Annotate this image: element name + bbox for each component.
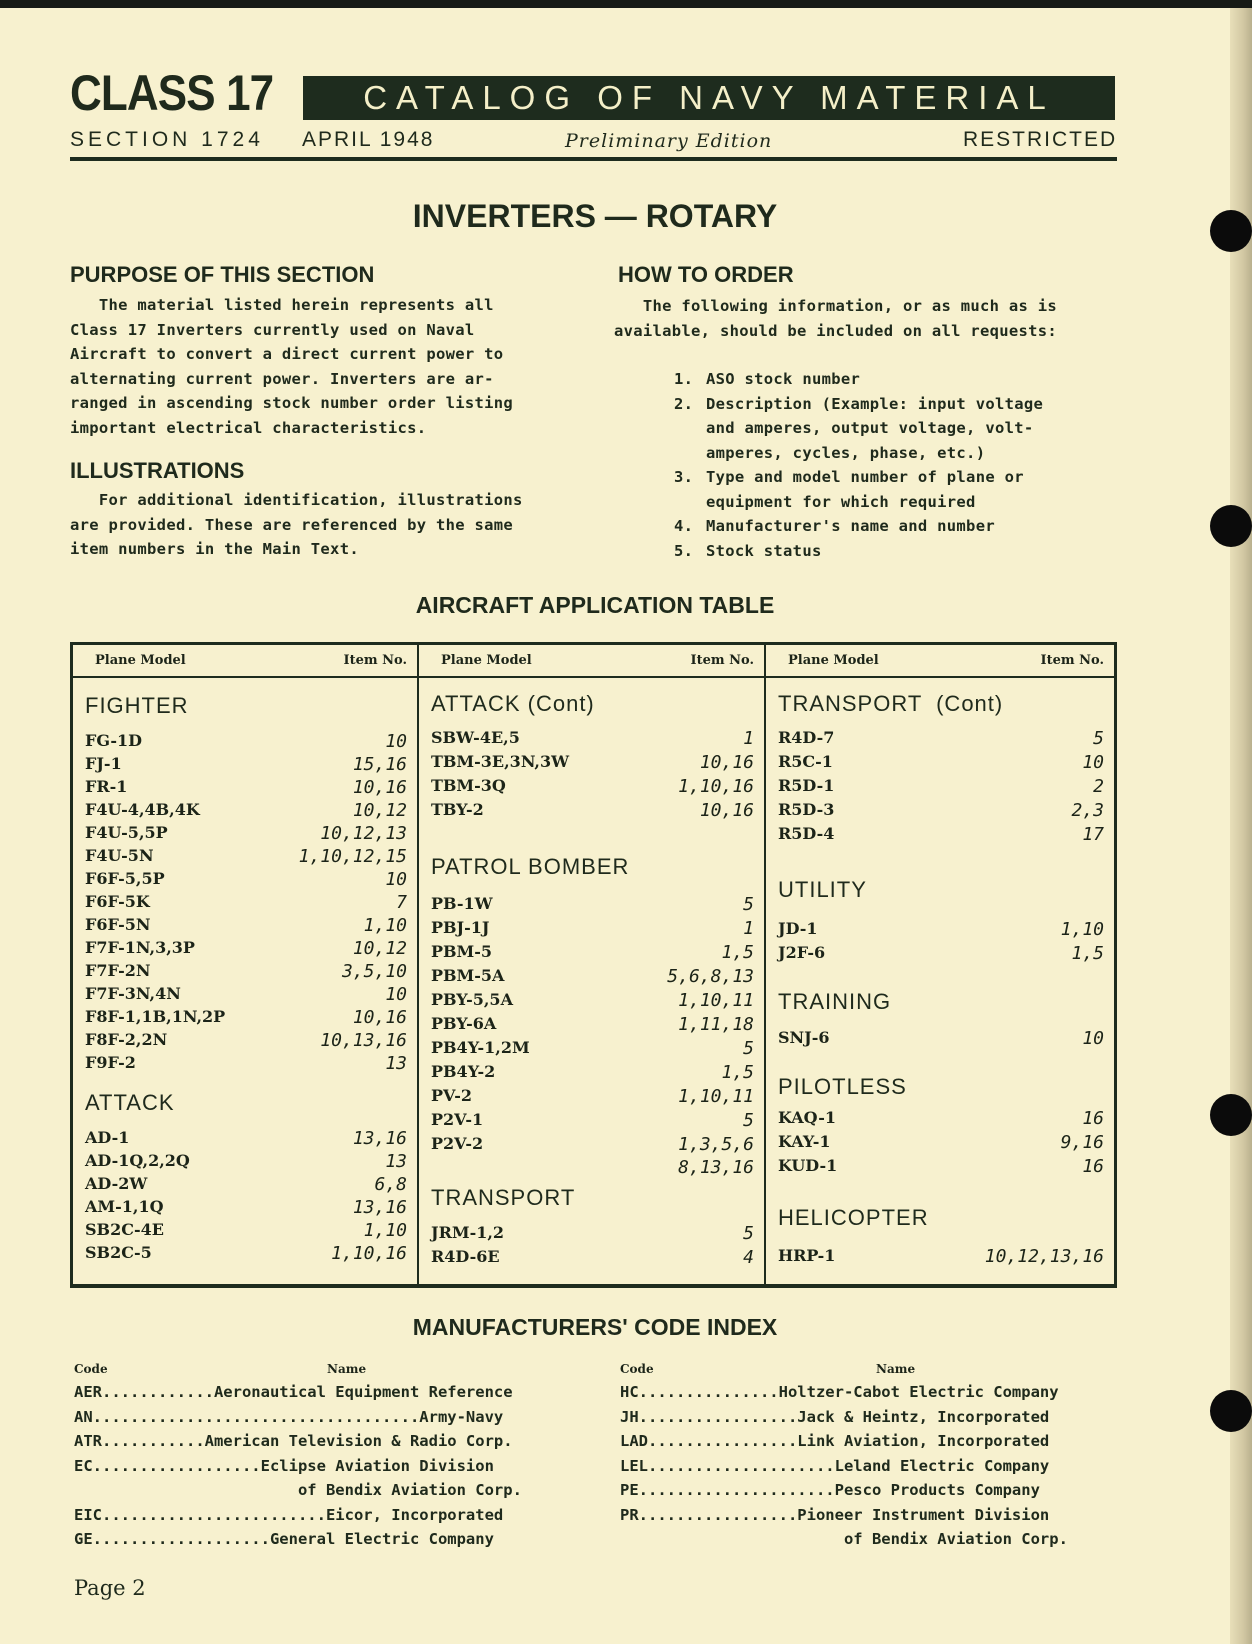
purpose-text: [70, 293, 570, 440]
plane-model: FJ-1: [85, 754, 122, 773]
item-numbers: 1: [743, 918, 754, 939]
order-item: [674, 465, 1118, 514]
plane-model: KAY-1: [778, 1132, 831, 1151]
plane-model: F4U-4,4B,4K: [85, 800, 200, 819]
item-numbers: 5: [743, 1038, 754, 1059]
table-row: [431, 918, 754, 942]
plane-model: R4D-6E: [431, 1247, 500, 1266]
publication-date: APRIL 1948: [302, 128, 435, 151]
plane-model: JD-1: [778, 919, 818, 938]
item-numbers: 1,11,18: [678, 1014, 754, 1035]
order-item-number: 5.: [674, 541, 694, 560]
code-entry: LAD................Link Aviation, Incorporated: [620, 1432, 1050, 1450]
table-row: [431, 1062, 754, 1086]
plane-model: PBM-5: [431, 942, 493, 961]
item-numbers: 1,3,5,6: [678, 1134, 754, 1155]
code-entry: AN...................................Army-Navy: [74, 1407, 504, 1426]
table-row: [85, 984, 407, 1008]
item-numbers: 15,16: [352, 754, 407, 775]
plane-model: F8F-2,2N: [85, 1030, 168, 1049]
item-numbers: 10,16: [352, 1007, 407, 1028]
aircraft-application-table: [70, 642, 1117, 1288]
page-title: INVERTERS — ROTARY: [412, 198, 778, 234]
category-heading: TRAINING: [778, 989, 892, 1014]
code-index-header: [74, 1362, 574, 1380]
item-numbers: 10,12: [352, 938, 407, 959]
code-index-title: MANUFACTURERS' CODE INDEX: [412, 1314, 778, 1340]
illustrations-text: [70, 488, 570, 562]
code-index-left: [74, 1362, 574, 1552]
table-row: [85, 800, 407, 824]
plane-model: F6F-5,5P: [85, 869, 165, 888]
text-line: alternating current power. Inverters are ar-: [70, 369, 494, 388]
item-numbers: 10,13,16: [320, 1030, 407, 1051]
item-numbers: 1,10: [1060, 919, 1104, 940]
table-row: [431, 1247, 754, 1271]
plane-model: P2V-2: [431, 1134, 484, 1153]
item-numbers: 10,16: [699, 800, 754, 821]
item-numbers: 10,16: [699, 752, 754, 773]
table-row: [778, 776, 1104, 800]
plane-model: F7F-1N,3,3P: [85, 938, 195, 957]
table-row: [431, 990, 754, 1014]
plane-model: PBY-6A: [431, 1014, 497, 1033]
category-heading: UTILITY: [778, 877, 867, 902]
table-row: [778, 1156, 1104, 1180]
purpose-heading: PURPOSE OF THIS SECTION: [70, 262, 375, 287]
table-row: [778, 728, 1104, 752]
table-row: [431, 1223, 754, 1247]
plane-model: F6F-5K: [85, 892, 150, 911]
table-row: [85, 754, 407, 778]
item-numbers: 16: [1082, 1156, 1104, 1177]
text-line: item numbers in the Main Text.: [70, 540, 359, 558]
code-entry: EIC........................Eicor, Incorporated: [74, 1505, 504, 1524]
plane-model: F6F-5N: [85, 915, 151, 934]
table-row: [85, 823, 407, 847]
item-numbers: 10: [1082, 1028, 1104, 1049]
order-item-text: [706, 392, 1043, 466]
plane-model: SNJ-6: [778, 1028, 830, 1047]
illustrations-heading: ILLUSTRATIONS: [70, 458, 245, 483]
plane-model: R5D-3: [778, 800, 835, 819]
table-row: [85, 1151, 407, 1175]
application-table-title: AIRCRAFT APPLICATION TABLE: [415, 592, 775, 618]
code-entry: PR.................Pioneer Instrument Division: [620, 1505, 1050, 1524]
order-item: [674, 514, 1118, 539]
text-line: important electrical characteristics.: [70, 418, 427, 437]
table-row: [85, 777, 407, 801]
item-numbers: 10: [385, 984, 407, 1005]
table-column-2: [419, 645, 764, 1284]
text-line: Class 17 Inverters currently used on Naval: [70, 320, 475, 339]
table-row: [431, 942, 754, 966]
plane-model: TBY-2: [431, 800, 484, 819]
table-row: [431, 1110, 754, 1134]
item-numbers: 3,5,10: [341, 961, 407, 982]
code-entry: LEL....................Leland Electric Company: [620, 1456, 1050, 1475]
item-numbers: 1,10: [363, 1220, 407, 1241]
item-numbers: 1: [743, 728, 754, 749]
category-heading: PATROL BOMBER: [431, 854, 630, 879]
table-row: [431, 728, 754, 752]
table-row: [85, 1128, 407, 1152]
item-numbers: 10: [1082, 752, 1104, 773]
plane-model: R5C-1: [778, 752, 833, 771]
table-row: [85, 846, 407, 870]
item-numbers: 10,16: [352, 777, 407, 798]
table-row: [431, 1014, 754, 1038]
table-column-3: [766, 645, 1114, 1284]
order-item-number: 4.: [674, 517, 694, 535]
table-row: [431, 966, 754, 990]
how-to-order-section: [614, 262, 1118, 563]
code-entry: PE.....................Pesco Products Company: [620, 1481, 1040, 1499]
table-row: [85, 1174, 407, 1198]
table-row: [85, 1243, 407, 1267]
classification-label: RESTRICTED: [963, 128, 1118, 151]
item-numbers: 2: [1093, 776, 1104, 797]
column-header: [73, 645, 417, 678]
item-numbers: 10: [385, 869, 407, 890]
item-numbers: 2,3: [1071, 800, 1104, 821]
item-numbers: 10,12,13: [320, 823, 407, 844]
header-item-no: Item No.: [690, 653, 754, 668]
table-row: [431, 776, 754, 800]
table-row: [85, 1197, 407, 1221]
text-line: The material listed herein represents all: [70, 296, 494, 314]
plane-model: J2F-6: [778, 943, 826, 962]
item-numbers: 13,16: [352, 1128, 407, 1149]
text-line: are provided. These are referenced by the same: [70, 515, 514, 534]
text-line: Type and model number of plane or: [706, 468, 1024, 486]
text-line: For additional identification, illustrations: [70, 491, 523, 509]
item-numbers: 1,10,16: [678, 776, 754, 797]
header-code: Code: [620, 1362, 654, 1376]
header-plane-model: Plane Model: [788, 653, 879, 668]
order-item: [674, 539, 1118, 564]
table-row: [85, 938, 407, 962]
code-entry: ATR...........American Television & Radio Corp.: [74, 1432, 513, 1450]
item-numbers: 1,5: [1071, 943, 1104, 964]
plane-model: PBJ-1J: [431, 918, 490, 937]
header-code: Code: [74, 1362, 108, 1376]
item-numbers: 13: [385, 1151, 407, 1172]
plane-model: HRP-1: [778, 1246, 836, 1265]
section-number: SECTION 1724: [70, 128, 264, 151]
header-plane-model: Plane Model: [441, 653, 532, 668]
plane-model: TBM-3Q: [431, 776, 506, 795]
table-row: [778, 943, 1104, 967]
punch-hole-icon: [1210, 505, 1252, 547]
text-line: and amperes, output voltage, volt-: [706, 419, 1034, 437]
plane-model: KUD-1: [778, 1156, 838, 1175]
table-row: [431, 1134, 754, 1158]
category-heading: ATTACK: [85, 1090, 175, 1115]
category-heading: TRANSPORT (Cont): [778, 691, 1004, 716]
plane-model: PV-2: [431, 1086, 473, 1105]
plane-model: AM-1,1Q: [85, 1197, 164, 1216]
plane-model: P2V-1: [431, 1110, 484, 1129]
item-numbers: 13,16: [352, 1197, 407, 1218]
item-numbers: 10: [385, 731, 407, 752]
table-row: [778, 919, 1104, 943]
table-row: [85, 961, 407, 985]
table-row: [85, 1053, 407, 1077]
code-entry: JH.................Jack & Heintz, Incorporated: [620, 1407, 1050, 1426]
text-line: Aircraft to convert a direct current power to: [70, 345, 504, 363]
category-heading: ATTACK (Cont): [431, 691, 595, 716]
plane-model: F9F-2: [85, 1053, 136, 1072]
order-item-text: [706, 367, 860, 392]
item-numbers: 9,16: [1060, 1132, 1104, 1153]
punch-hole-icon: [1210, 210, 1252, 252]
catalog-banner: CATALOG OF NAVY MATERIAL: [303, 76, 1115, 120]
table-row: [778, 1246, 1104, 1270]
plane-model: F4U-5,5P: [85, 823, 168, 842]
item-numbers: 1,5: [721, 942, 754, 963]
order-item-text: [706, 514, 995, 539]
code-entry: GE...................General Electric Company: [74, 1530, 494, 1548]
order-item-text: [706, 539, 822, 564]
plane-model: PB4Y-2: [431, 1062, 496, 1081]
header-item-no: Item No.: [343, 653, 407, 668]
text-line: Stock status: [706, 541, 822, 560]
order-item: [674, 392, 1118, 466]
plane-model: R5D-4: [778, 824, 835, 843]
order-item-number: 1.: [674, 370, 694, 388]
header-name: Name: [327, 1362, 367, 1376]
code-entry: AER............Aeronautical Equipment Reference: [74, 1383, 513, 1401]
page-number: Page 2: [74, 1576, 146, 1600]
item-numbers: 1,5: [721, 1062, 754, 1083]
punch-hole-icon: [1210, 1094, 1252, 1136]
text-line: available, should be included on all requests:: [614, 321, 1058, 340]
table-row: [778, 1132, 1104, 1156]
plane-model: PB4Y-1,2M: [431, 1038, 530, 1057]
plane-model: F8F-1,1B,1N,2P: [85, 1007, 226, 1026]
header-plane-model: Plane Model: [95, 653, 186, 668]
text-line: ranged in ascending stock number order listing: [70, 394, 514, 412]
plane-model: F4U-5N: [85, 846, 154, 865]
table-row: [85, 1007, 407, 1031]
item-numbers: 16: [1082, 1108, 1104, 1129]
plane-model: FR-1: [85, 777, 128, 796]
order-requirements-list: [674, 367, 1118, 563]
item-numbers: 1,10,11: [678, 1086, 754, 1107]
table-row: [85, 892, 407, 916]
text-line: amperes, cycles, phase, etc.): [706, 443, 986, 462]
plane-model: SBW-4E,5: [431, 728, 520, 747]
table-row: [431, 894, 754, 918]
table-row: [431, 800, 754, 824]
illustrations-section: [70, 458, 570, 562]
table-row: [778, 1108, 1104, 1132]
item-numbers: 7: [396, 892, 407, 913]
item-numbers: 1,10,12,15: [298, 846, 407, 867]
item-numbers: 1,10,11: [678, 990, 754, 1011]
plane-model: PBM-5A: [431, 966, 505, 985]
how-to-order-heading: HOW TO ORDER: [618, 262, 794, 287]
plane-model: PBY-5,5A: [431, 990, 513, 1009]
page-top-edge: [0, 0, 1252, 8]
item-numbers: 5: [1093, 728, 1104, 749]
plane-model: FG-1D: [85, 731, 142, 750]
code-entry: HC...............Holtzer-Cabot Electric Company: [620, 1383, 1059, 1401]
how-to-order-intro: [614, 294, 1118, 343]
item-numbers: 6,8: [374, 1174, 407, 1195]
column-header: [419, 645, 764, 678]
plane-model: R5D-1: [778, 776, 835, 795]
plane-model: SB2C-4E: [85, 1220, 164, 1239]
item-numbers: 10,12: [352, 800, 407, 821]
text-line: equipment for which required: [706, 492, 976, 511]
plane-model: PB-1W: [431, 894, 493, 913]
order-item-text: [706, 465, 1024, 514]
item-numbers: 5,6,8,13: [667, 966, 754, 987]
table-row: [85, 915, 407, 939]
item-numbers: 8,13,16: [678, 1157, 754, 1178]
category-heading: HELICOPTER: [778, 1205, 929, 1230]
table-row: [431, 752, 754, 776]
code-list-right: [620, 1380, 1120, 1552]
column-header: [766, 645, 1114, 678]
punch-hole-icon: [1210, 1390, 1252, 1432]
order-item: [674, 367, 1118, 392]
item-numbers: 1,10,16: [331, 1243, 407, 1264]
header-divider: [70, 157, 1117, 161]
class-label: CLASS 17: [70, 65, 274, 121]
edition-label: Preliminary Edition: [565, 130, 773, 152]
plane-model: F7F-2N: [85, 961, 151, 980]
text-line: ASO stock number: [706, 370, 861, 388]
text-line: Description (Example: input voltage: [706, 394, 1044, 413]
table-row: [85, 1030, 407, 1054]
plane-model: AD-1: [85, 1128, 130, 1147]
code-index-header: [620, 1362, 1120, 1380]
item-numbers: 5: [743, 1110, 754, 1131]
code-entry: of Bendix Aviation Corp.: [74, 1481, 522, 1499]
category-heading: FIGHTER: [85, 693, 189, 718]
item-numbers: 1,10: [363, 915, 407, 936]
order-item-number: 2.: [674, 394, 694, 413]
table-row: [778, 800, 1104, 824]
code-entry: EC..................Eclipse Aviation Division: [74, 1456, 494, 1475]
code-index-right: [620, 1362, 1120, 1552]
code-list-left: [74, 1380, 574, 1552]
table-row: [778, 1028, 1104, 1052]
text-line: The following information, or as much as is: [614, 297, 1058, 315]
table-row: [85, 731, 407, 755]
header-item-no: Item No.: [1040, 653, 1104, 668]
table-row: [431, 1086, 754, 1110]
table-column-1: [73, 645, 417, 1284]
plane-model: TBM-3E,3N,3W: [431, 752, 570, 771]
table-row: [778, 824, 1104, 848]
item-numbers: 17: [1082, 824, 1104, 845]
text-line: Manufacturer's name and number: [706, 517, 995, 535]
table-row: [431, 1038, 754, 1062]
purpose-section: [70, 262, 570, 440]
table-row: [85, 869, 407, 893]
item-numbers: 5: [743, 894, 754, 915]
table-row: [431, 1157, 754, 1181]
plane-model: SB2C-5: [85, 1243, 152, 1262]
order-item-number: 3.: [674, 468, 694, 486]
plane-model: AD-1Q,2,2Q: [85, 1151, 190, 1170]
table-row: [778, 752, 1104, 776]
item-numbers: 4: [743, 1247, 754, 1268]
item-numbers: 13: [385, 1053, 407, 1074]
category-heading: TRANSPORT: [431, 1185, 576, 1210]
code-entry: of Bendix Aviation Corp.: [620, 1530, 1068, 1548]
plane-model: JRM-1,2: [431, 1223, 505, 1242]
category-heading: PILOTLESS: [778, 1074, 907, 1099]
item-numbers: 10,12,13,16: [984, 1246, 1104, 1267]
header-name: Name: [876, 1362, 916, 1376]
plane-model: R4D-7: [778, 728, 835, 747]
plane-model: F7F-3N,4N: [85, 984, 181, 1003]
plane-model: AD-2W: [85, 1174, 148, 1193]
plane-model: KAQ-1: [778, 1108, 836, 1127]
table-row: [85, 1220, 407, 1244]
item-numbers: 5: [743, 1223, 754, 1244]
